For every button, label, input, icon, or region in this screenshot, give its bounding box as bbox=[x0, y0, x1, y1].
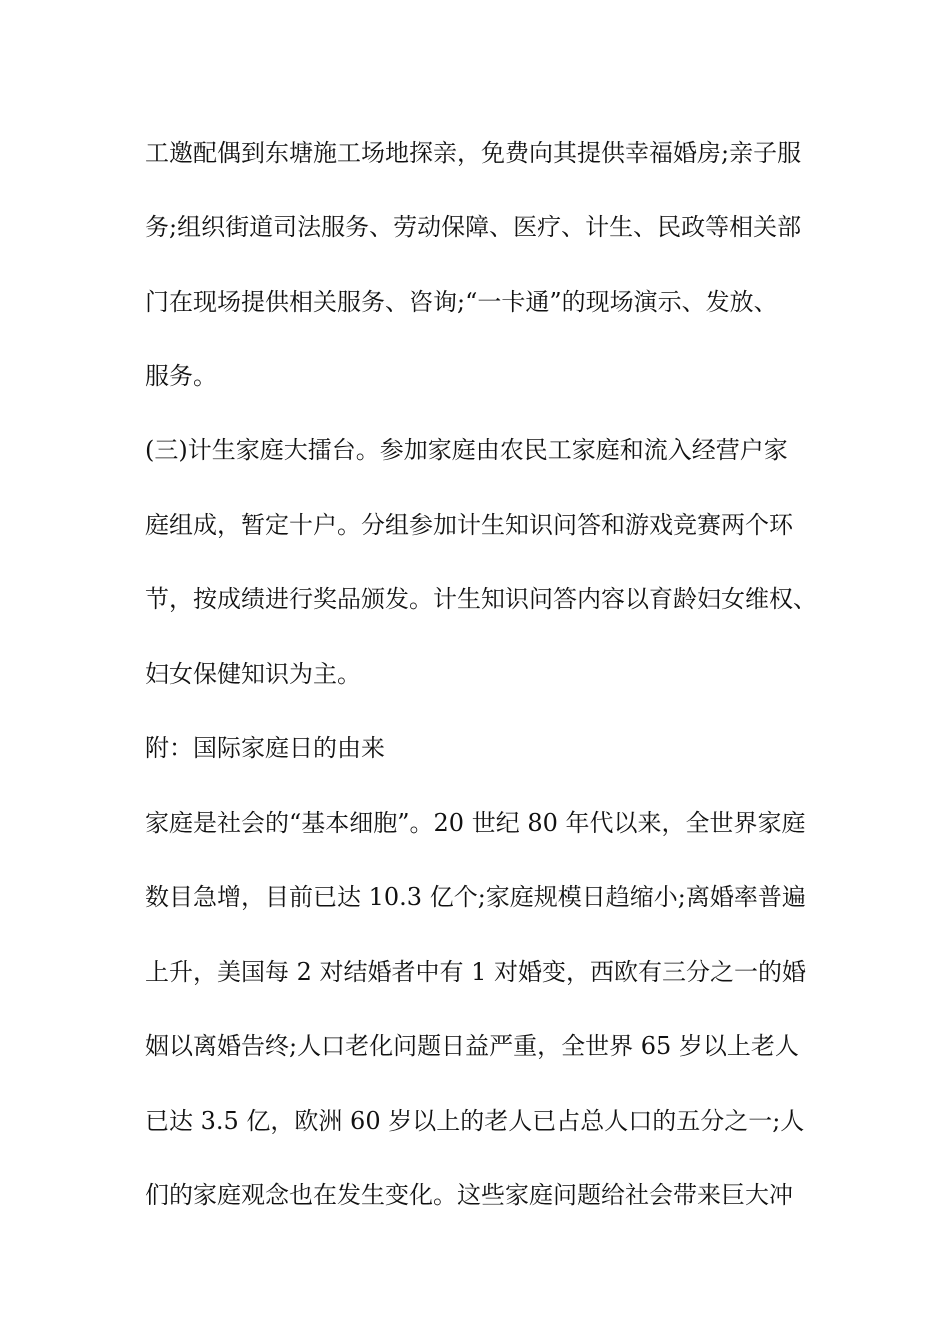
text-line: 务;组织街道司法服务、劳动保障、医疗、计生、民政等相关部 bbox=[145, 213, 802, 241]
text-line: 妇女保健知识为主。 bbox=[145, 660, 361, 688]
text-line: 家庭是社会的“基本细胞”。20 世纪 80 年代以来，全世界家庭 bbox=[145, 809, 806, 837]
text-line: 门在现场提供相关服务、咨询;“一卡通”的现场演示、发放、 bbox=[145, 288, 778, 316]
text-line: (三)计生家庭大擂台。参加家庭由农民工家庭和流入经营户家 bbox=[145, 436, 788, 464]
text-line: 姻以离婚告终;人口老化问题日益严重，全世界 65 岁以上老人 bbox=[145, 1032, 799, 1060]
text-line: 庭组成，暂定十户。分组参加计生知识问答和游戏竞赛两个环 bbox=[145, 511, 793, 539]
text-line: 们的家庭观念也在发生变化。这些家庭问题给社会带来巨大冲 bbox=[145, 1181, 793, 1209]
text-line: 节，按成绩进行奖品颁发。计生知识问答内容以育龄妇女维权、 bbox=[145, 585, 817, 613]
text-line: 数目急增，目前已达 10.3 亿个;家庭规模日趋缩小;离婚率普遍 bbox=[145, 883, 806, 911]
text-line: 上升，美国每 2 对结婚者中有 1 对婚变，西欧有三分之一的婚 bbox=[145, 958, 807, 986]
section-heading: 附：国际家庭日的由来 bbox=[145, 734, 385, 762]
text-line: 已达 3.5 亿，欧洲 60 岁以上的老人已占总人口的五分之一;人 bbox=[145, 1107, 805, 1135]
text-line: 服务。 bbox=[145, 362, 217, 390]
text-line: 工邀配偶到东塘施工场地探亲，免费向其提供幸福婚房;亲子服 bbox=[145, 139, 802, 167]
